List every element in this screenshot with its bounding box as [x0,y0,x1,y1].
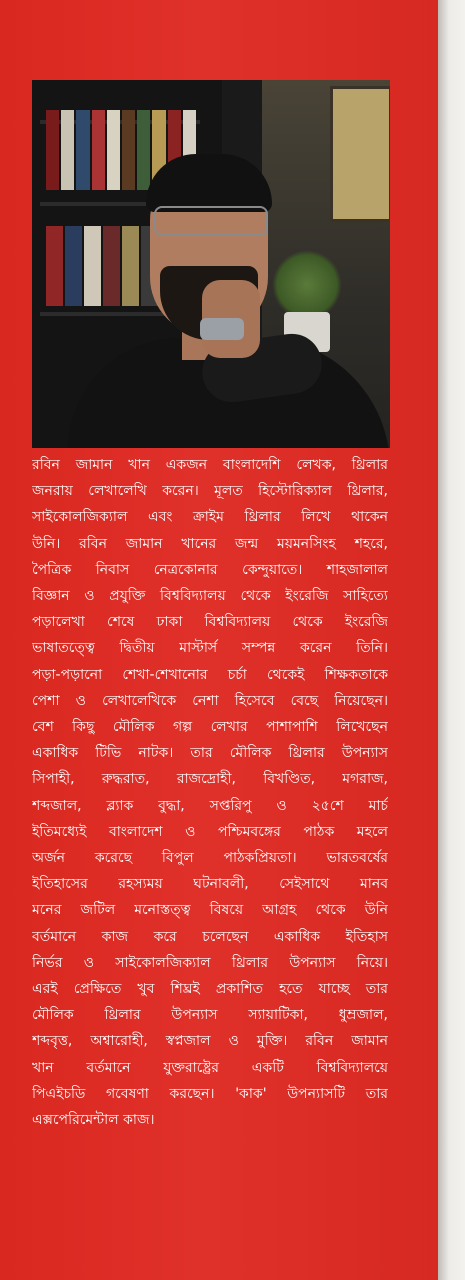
bio-line: ভাষাতত্ত্বে দ্বিতীয় মাস্টার্স সম্পন্ন করেন তিনি। [32,640,388,657]
bio-line: মনের জটিল মনোস্তত্ত্ব বিষয়ে আগ্রহ থেকে উনি [32,902,388,919]
bio-line: শব্দজাল, ব্ল্যাক বুদ্ধা, সপ্তরিপু ও ২৫শে মার্চ [32,797,388,814]
bio-line: রবিন জামান খান একজন বাংলাদেশি লেখক, থ্রিলার [32,457,388,473]
bio-line: উনি। রবিন জামান খানের জন্ম ময়মনসিংহ শহরে, [32,535,388,552]
bio-line: মৌলিক থ্রিলার উপন্যাস স্যায়াটিকা, ধুম্রজাল, [32,1007,388,1024]
bio-line: পৈত্রিক নিবাস নেত্রকোনার কেন্দুয়াতে। শাহজালাল [32,561,388,578]
bio-line: বর্তমানে কাজ করে চলেছেন একাধিক ইতিহাস [32,928,388,945]
bio-line: পেশা ও লেখালেখিকে নেশা হিসেবে বেছে নিয়েছেন। [32,692,388,709]
bio-line: সাইকোলজিক্যাল এবং ক্রাইম থ্রিলার লিখে থাকেন [32,509,388,526]
bio-line: নির্ভর ও সাইকোলজিক্যাল থ্রিলার উপন্যাস নিয়ে। [32,954,388,971]
author-photo [32,80,390,448]
bio-line: একাধিক টিভি নাটক। তার মৌলিক থ্রিলার উপন্যাস [32,745,388,762]
bio-line: বিজ্ঞান ও প্রযুক্তি বিশ্ববিদ্যালয় থেকে ইংরেজি সাহিত্যে [32,588,388,605]
bio-line: বেশ কিছু মৌলিক গল্প লেখার পাশাপাশি লিখেছেন [32,719,388,736]
bio-line: এরই প্রেক্ষিতে খুব শিঘ্রই প্রকাশিত হতে যাচ্ছে তার [32,981,388,998]
bio-line: পড়ালেখা শেষে ঢাকা বিশ্ববিদ্যালয় থেকে ইংরেজি [32,614,388,631]
bio-line: ইতিমধ্যেই বাংলাদেশ ও পশ্চিমবঙ্গের পাঠক মহলে [32,823,388,840]
bio-line: খান বর্তমানে যুক্তরাষ্ট্রের একটি বিশ্ববিদ্যালয়ে [32,1059,388,1076]
bio-line: শব্দবৃত্ত, অশ্বারোহী, স্বপ্নজাল ও মুক্তি। রবিন জামান [32,1033,388,1050]
bio-line: অর্জন করেছে বিপুল পাঠকপ্রিয়তা। ভারতবর্ষের [32,850,388,867]
bio-line: জনরায় লেখালেখি করেন। মূলত হিস্টোরিক্যাল থ্রিলার, [32,483,388,500]
bio-line: সিপাহী, রুদ্ধরাত, রাজদ্রোহী, বিখণ্ডিত, মগরাজ, [32,771,388,788]
bio-line: ইতিহাসের রহস্যময় ঘটনাবলী, সেইসাথে মানব [32,876,388,893]
author-bio [32,452,388,1133]
bio-line: পিএইচডি গবেষণা করছেন। 'কাক' উপন্যাসটি তার [32,1085,388,1102]
book-page-edge [438,0,465,1280]
bio-line: পড়া-পড়ানো শেখা-শেখানোর চর্চা থেকেই শিক্ষকতাকে [32,666,388,683]
bio-line: এক্সপেরিমেন্টাল কাজ। [32,1112,155,1129]
